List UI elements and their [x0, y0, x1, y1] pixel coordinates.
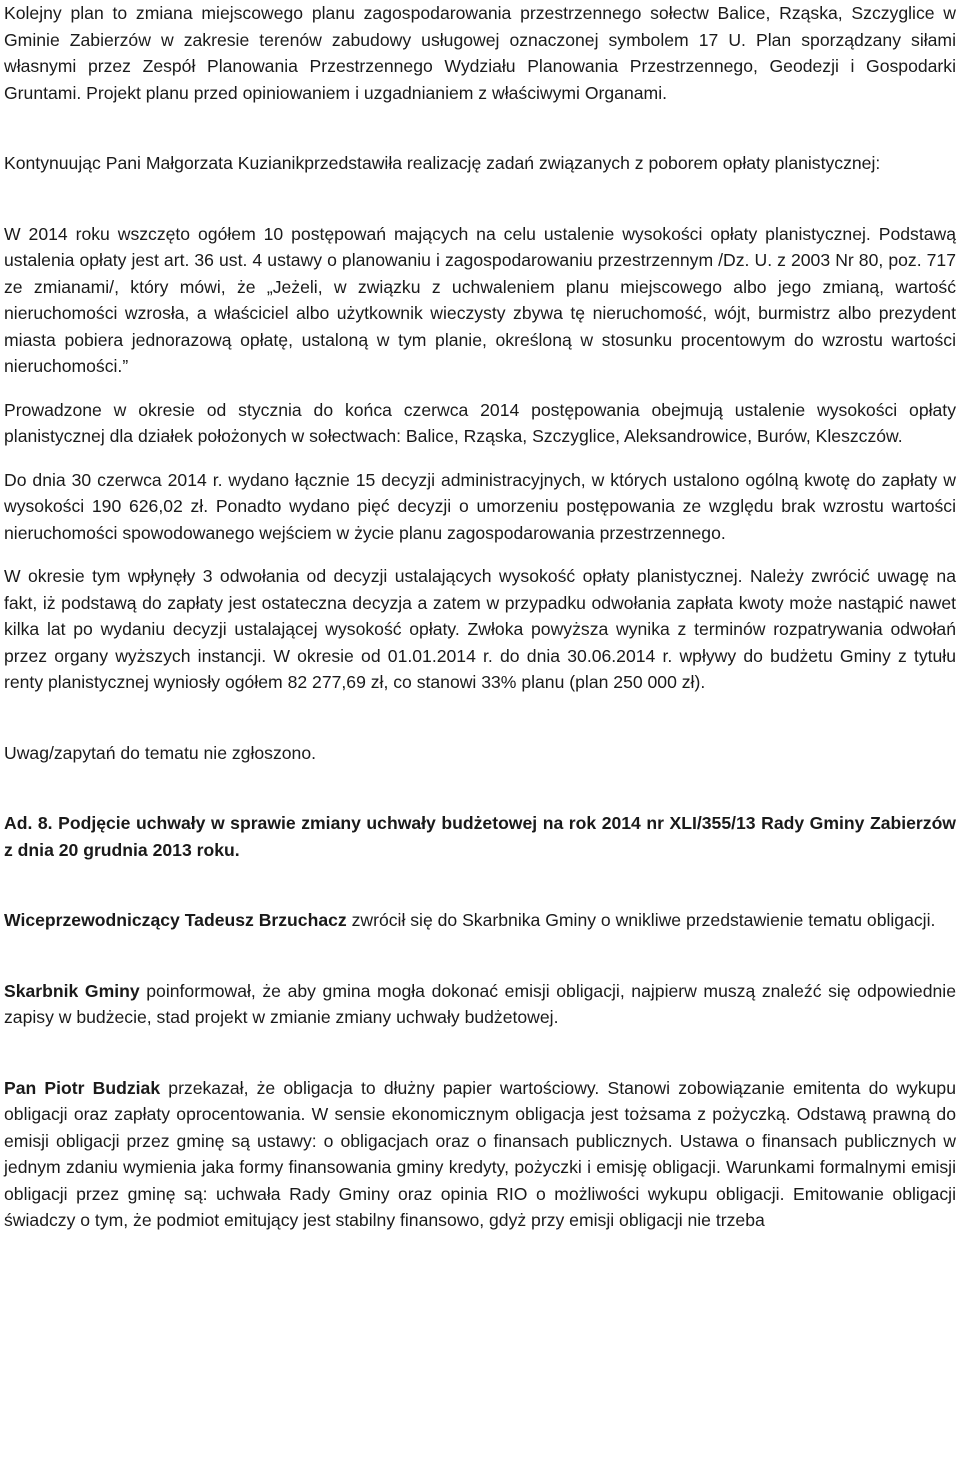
- spacer: [4, 934, 956, 978]
- speaker-statement: przekazał, że obligacja to dłużny papier wartościowy. Stanowi zobowiązanie emitenta do wykupu obligacji oraz zapłaty oprocentowania. W sensie ekonomicznym obligacja jest tożsama z pożyczką. Odstawą prawną do emisji obligacji przez gminę są ustawy: o obligacjach oraz o finansach publicznych. Ustawa o finansach publicznych w jednym zdaniu wymienia jaka formy finansowania gminy kredyty, pożyczki i emisję obligacji. Warunkami formalnymi emisji obligacji przez gminę są: uchwała Rady Gminy oraz opinia RIO o możliwości wykupu obligacji. Emitowanie obligacji świadczy o tym, że podmiot emitujący jest stabilny finansowo, gdyż przy emisji obligacji nie trzeba: [4, 1077, 957, 1230]
- spacer: [4, 546, 956, 563]
- speaker-statement: zwrócił się do Skarbnika Gminy o wnikliwe przedstawienie tematu obligacji.: [346, 910, 936, 930]
- paragraph-odwolania: W okresie tym wpłynęły 3 odwołania od decyzji ustalających wysokość opłaty planistycznej. Należy zwrócić uwagę na fakt, iż podstawą do zapłaty jest ostateczna decyzja a zatem w przypadku odwołania zapłata kwoty może nastąpić nawet kilka lat po wydaniu decyzji ustalającej wysokość opłaty. Zwłoka powyższa wynika z terminów rozpatrywania odwołań przez organy wyższych instancji. W okresie od 01.01.2014 r. do dnia 30.06.2014 r. wpływy do budżetu Gminy z tytułu renty planistycznej wyniosły ogółem 82 277,69 zł, co stanowi 33% planu (plan 250 000 zł).: [4, 566, 956, 692]
- speaker-name: Pan Piotr Budziak: [4, 1077, 161, 1098]
- spacer: [4, 380, 956, 397]
- paragraph-skarbnik: [4, 978, 956, 1031]
- speaker-statement: poinformował, że aby gmina mogła dokonać emisji obligacji, najpierw muszą znaleźć się odpowiednie zapisy w budżecie, stad projekt w zmianie zmiany uchwały budżetowej.: [4, 980, 956, 1027]
- paragraph-wiceprzewodniczacy: [4, 907, 956, 934]
- paragraph-budziak: [4, 1075, 956, 1234]
- spacer: [4, 106, 956, 150]
- spacer: [4, 1031, 956, 1075]
- paragraph-decyzje: Do dnia 30 czerwca 2014 r. wydano łącznie 15 decyzji administracyjnych, w których ustalono ogólną kwotę do zapłaty w wysokości 190 626,02 zł. Ponadto wydano pięć decyzji o umorzeniu postępowania ze względu brak wzrostu wartości nieruchomości spowodowanego wejściem w życie planu zagospodarowania przestrzennego.: [4, 469, 956, 543]
- document-page: [4, 0, 956, 1234]
- agenda-item-8-heading: Ad. 8. Podjęcie uchwały w sprawie zmiany uchwały budżetowej na rok 2014 nr XLI/355/13 Rady Gminy Zabierzów z dnia 20 grudnia 2013 roku.: [4, 813, 956, 860]
- paragraph-uwagi: Uwag/zapytań do tematu nie zgłoszono.: [4, 742, 316, 763]
- speaker-name: Skarbnik Gminy: [4, 980, 140, 1001]
- spacer: [4, 863, 956, 907]
- spacer: [4, 450, 956, 467]
- speaker-name: Wiceprzewodniczący Tadeusz Brzuchacz: [4, 910, 347, 930]
- spacer: [4, 766, 956, 810]
- paragraph-oplata-intro: Kontynuując Pani Małgorzata Kuzianikprzedstawiła realizację zadań związanych z poborem opłaty planistycznej:: [4, 153, 881, 173]
- paragraph-solectwa: Prowadzone w okresie od stycznia do końca czerwca 2014 postępowania obejmują ustalenie wysokości opłaty planistycznej dla działek położonych w sołectwach: Balice, Rząska, Szczyglice, Aleksandrowice, Burów, Kleszczów.: [4, 399, 956, 446]
- spacer: [4, 177, 956, 221]
- spacer: [4, 696, 956, 740]
- paragraph-plan-17u: Kolejny plan to zmiana miejscowego planu zagospodarowania przestrzennego sołectw Balice, Rząska, Szczyglice w Gminie Zabierzów w zakresie terenów zabudowy usługowej oznaczonej symbolem 17 U. Plan sporządzany siłami własnymi przez Zespół Planowania Przestrzennego Wydziału Planowania Przestrzennego, Geodezji i Gospodarki Gruntami. Projekt planu przed opiniowaniem i uzgadnianiem z właściwymi Organami.: [4, 3, 956, 103]
- paragraph-postepowania-2014: W 2014 roku wszczęto ogółem 10 postępowań mających na celu ustalenie wysokości opłaty planistycznej. Podstawą ustalenia opłaty jest art. 36 ust. 4 ustawy o planowaniu i zagospodarowaniu przestrzennym /Dz. U. z 2003 Nr 80, poz. 717 ze zmianami/, który mówi, że „Jeżeli, w związku z uchwaleniem planu miejscowego albo jego zmianą, wartość nieruchomości wzrosła, a właściciel albo użytkownik wieczysty zbywa tę nieruchomość, wójt, burmistrz albo prezydent miasta pobiera jednorazową opłatę, ustaloną w tym planie, określoną w stosunku procentowym do wzrostu wartości nieruchomości.”: [4, 223, 956, 376]
